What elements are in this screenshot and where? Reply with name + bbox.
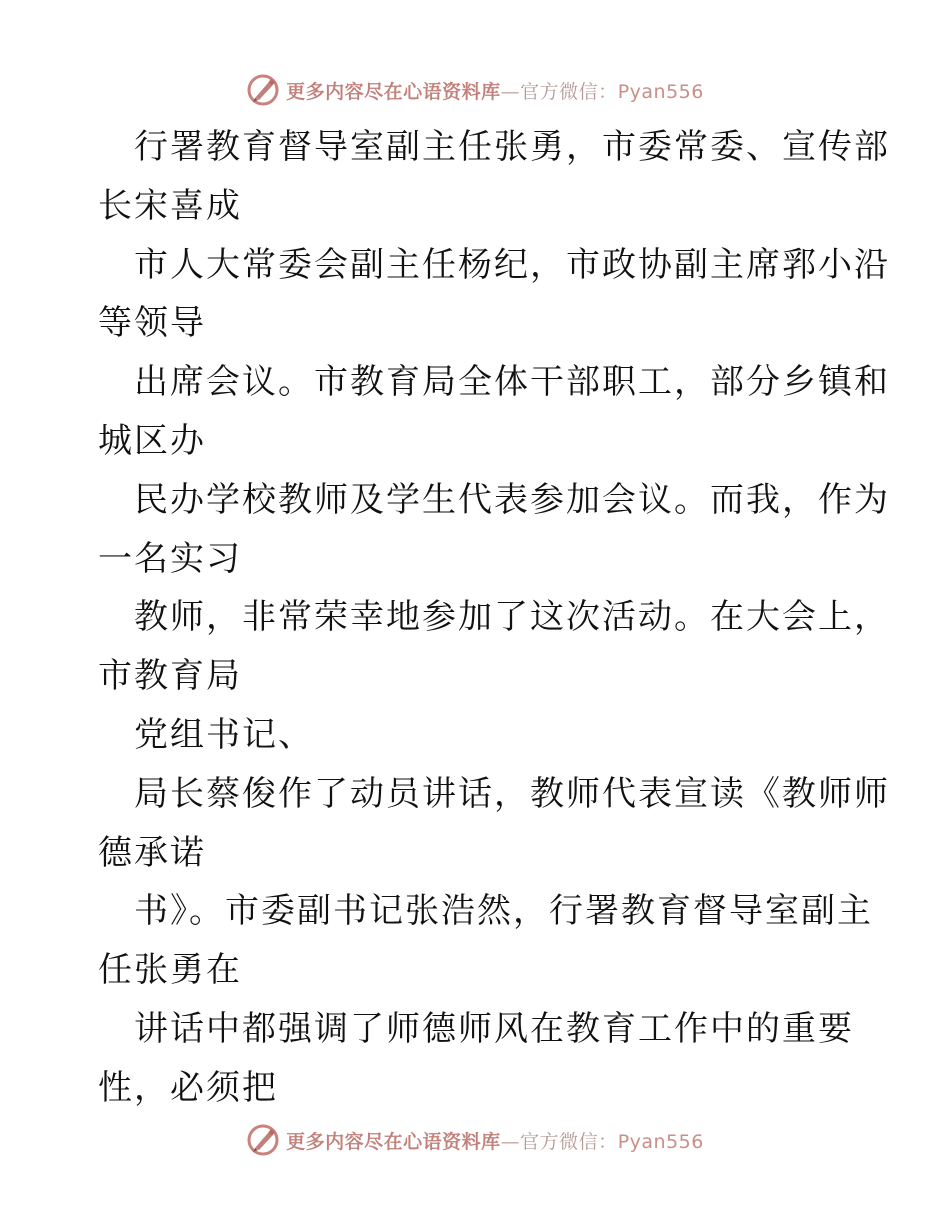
text-line: 城区办 (98, 420, 206, 461)
watermark-brand: 更多内容尽在心语资料库 (286, 1130, 501, 1153)
watermark-account: Pyan556 (617, 1130, 704, 1153)
text-line: 党组书记、 (134, 714, 314, 755)
pen-logo-icon (246, 73, 280, 107)
text-line: 局长蔡俊作了动员讲话，教师代表宣读《教师师 (134, 773, 890, 814)
text-line: 一名实习 (98, 538, 242, 579)
watermark-account: Pyan556 (617, 80, 704, 103)
text-line: 书》。市委副书记张浩然，行署教育督导室副主 (134, 891, 873, 932)
text-line: 性，必须把 (98, 1067, 278, 1108)
text-line: 市教育局 (98, 656, 242, 697)
watermark-official: 官方微信： (520, 1130, 618, 1153)
text-line: 民办学校教师及学生代表参加会议。而我，作为 (134, 479, 890, 520)
watermark-text (286, 1127, 704, 1154)
text-line: 出席会议。市教育局全体干部职工，部分乡镇和 (134, 362, 890, 403)
pen-logo-icon (246, 1123, 280, 1157)
text-line: 行署教育督导室副主任张勇，市委常委、宣传部 (134, 127, 890, 167)
watermark-official: 官方微信： (520, 80, 618, 103)
watermark-brand: 更多内容尽在心语资料库 (286, 80, 501, 103)
document-body (98, 118, 890, 1118)
text-line: 讲话中都强调了师德师风在教育工作中的重要 (134, 1008, 854, 1049)
text-line: 长宋喜成 (98, 185, 242, 226)
text-line: 等领导 (98, 303, 206, 344)
watermark-group (246, 1123, 704, 1157)
text-line: 教师，非常荣幸地参加了这次活动。在大会上， (134, 597, 890, 638)
watermark-dash: — (500, 80, 521, 103)
header-watermark (0, 70, 950, 110)
watermark-group (246, 73, 704, 107)
text-line: 市人大常委会副主任杨纪，市政协副主席郛小沿 (134, 244, 890, 285)
watermark-text (286, 77, 704, 104)
text-line: 任张勇在 (98, 950, 242, 991)
watermark-dash: — (500, 1130, 521, 1153)
text-line: 德承诺 (98, 832, 206, 873)
footer-watermark (0, 1120, 950, 1160)
